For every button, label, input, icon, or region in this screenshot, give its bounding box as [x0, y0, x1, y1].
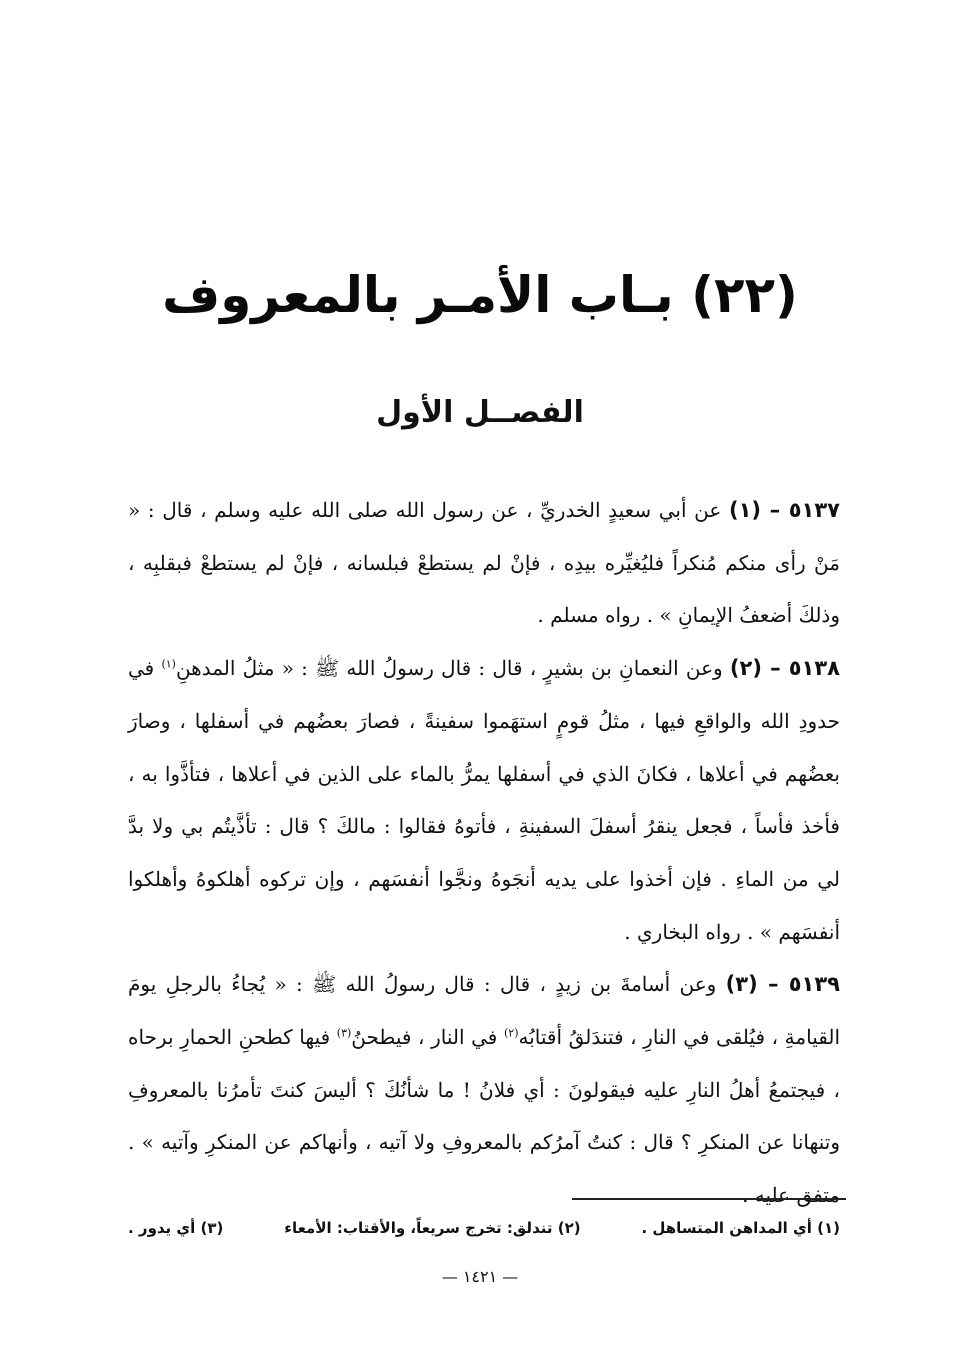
- hadith-text: وعن أسامةَ بن زيدٍ ، قال : قال رسولُ الله ﷺ : « يُجاءُ بالرجلِ يومَ القيامةِ ، فيُلقى في النارِ ، فتندَلقُ أقتابُه: [128, 972, 841, 1050]
- footnote-reference: (٣): [336, 1026, 352, 1040]
- footnotes: [128, 1210, 840, 1246]
- section-title: الفصــل الأول: [376, 395, 584, 430]
- footnote-divider: [572, 1198, 846, 1200]
- hadith-text-continued: في حدودِ الله والواقعِ فيها ، مثلُ قومٍ استهَموا سفينةً ، فصارَ بعضُهم في أسفلها ، وصارَ بعضُهم في أعلاها ، فكانَ الذي في أسفلها يمرُّ بالماء على الذين في أعلاها ، فتأذَّوا به ، فأخذ فأساً ، فجعل ينقرُ أسفلَ السفينةِ ، فأتوهُ فقالوا : مالكَ ؟ قال : تأذَّيتُم بي ولا بدَّ لي من الماءِ . فإن أخذوا على يديه أنجَوهُ ونجَّوا أنفسَهم ، وإن تركوه أهلكوهُ وأهلكوا أنفسَهم » . رواه البخاري .: [128, 656, 840, 944]
- hadith-5138: [128, 642, 840, 958]
- hadith-number: ٥١٣٩ – (٣): [725, 972, 840, 997]
- hadith-text: عن أبي سعيدٍ الخدريِّ ، عن رسول الله صلى الله عليه وسلم ، قال : « مَنْ رأى منكم مُنكراً فليُغيِّره بيدِه ، فإنْ لم يستطعْ فبلسانه ، فإنْ لم يستطعْ فبقلبِه ، وذلكَ أضعفُ الإيمانِ » . رواه مسلم .: [128, 498, 840, 628]
- footnote-1: (١) أي المداهن المتساهل .: [641, 1219, 840, 1237]
- chapter-title: (٢٢) بـاب الأمـر بالمعروف: [162, 266, 798, 324]
- page-number: — ١٤٢١ —: [441, 1267, 519, 1286]
- hadith-text-continued: فيها كطحنِ الحمارِ برحاه ، فيجتمعُ أهلُ النارِ عليه فيقولونَ : أي فلانُ ! ما شأنُكَ ؟ أليسَ كنتَ تأمرُنا بالمعروفِ وتنهانا عن المنكرِ ؟ قال : كنتُ آمرُكم بالمعروفِ ولا آتيه ، وأنهاكم عن المنكرِ وآتيه » . متفق عليه .: [128, 1025, 840, 1208]
- hadith-number: ٥١٣٧ – (١): [728, 498, 840, 522]
- hadith-number: ٥١٣٨ – (٢): [729, 656, 841, 681]
- footnote-2: (٢) تندلق: تخرج سريعاً، والأقتاب: الأمعاء: [284, 1219, 581, 1237]
- footnote-reference: (٢): [503, 1026, 519, 1040]
- footnote-reference: (١): [161, 657, 176, 671]
- footnote-3: (٣) أي يدور .: [128, 1219, 224, 1237]
- hadith-text-continued: في النار ، فيطحنُ: [351, 1025, 498, 1050]
- hadith-list: [128, 484, 840, 1222]
- hadith-5139: [128, 958, 840, 1222]
- hadith-5137: [128, 484, 840, 642]
- hadith-text: وعن النعمانِ بن بشيرٍ ، قال : قال رسولُ الله ﷺ : « مثلُ المدهنِ: [175, 656, 723, 681]
